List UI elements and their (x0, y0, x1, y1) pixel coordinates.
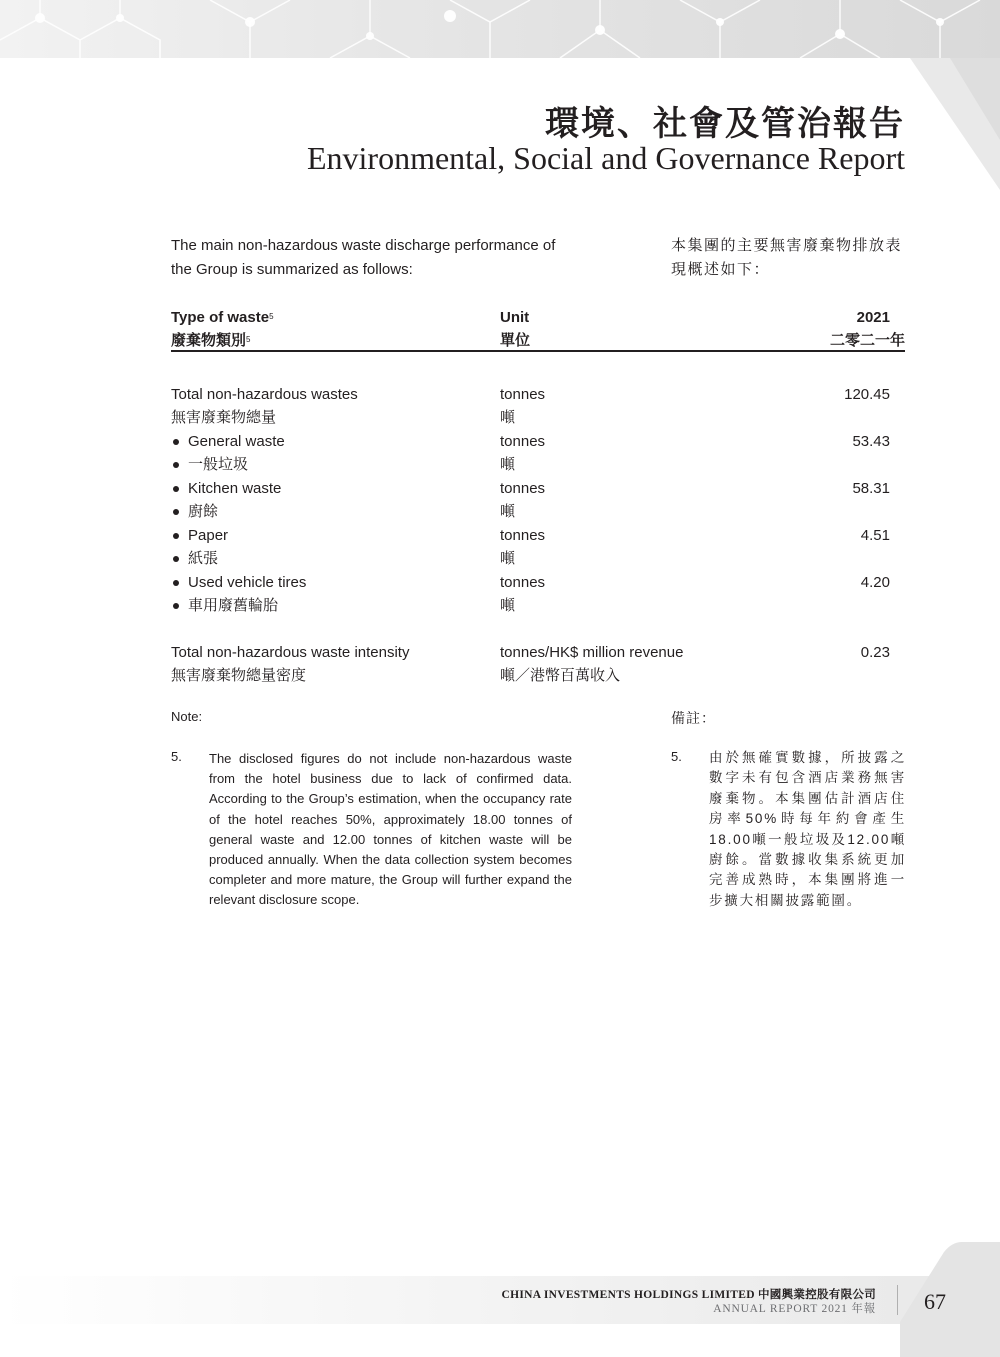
row-unit-zh: 噸 (500, 456, 516, 473)
table-row (171, 641, 905, 688)
row-name-en: General waste (171, 430, 285, 453)
row-name-zh: 紙張 (171, 547, 228, 570)
footnote-text-english: The disclosed figures do not include non-hazardous waste from the hotel business due to lack of confirmed data. According to the Group’s estimation, when the occupancy rate of the hotel reaches 50%, approximately 18.00 tonnes of general waste and 12.00 tonnes of kitchen waste will be produced annually. When the data collection system becomes completer and more mature, the Group will further expand the relevant disclosure scope. (209, 751, 572, 908)
row-unit-en: tonnes (500, 480, 546, 497)
page-number: 67 (924, 1289, 946, 1314)
footer-divider (897, 1285, 898, 1315)
row-name (171, 641, 409, 687)
row-unit-zh: 噸 (500, 597, 516, 614)
header-unit-en: Unit (500, 309, 530, 326)
row-unit (500, 641, 683, 687)
row-name-en: Kitchen waste (171, 477, 281, 500)
row-unit-zh: 噸／港幣百萬收入 (500, 667, 621, 684)
row-name-zh: 車用廢舊輪胎 (171, 594, 306, 617)
header-year-zh: 二零二一年 (829, 332, 905, 349)
row-unit-en: tonnes (500, 386, 546, 403)
footer-report-label: ANNUAL REPORT 2021 年報 (713, 1303, 876, 1315)
row-unit-zh: 噸 (500, 409, 516, 426)
row-value: 4.20 (860, 574, 890, 591)
row-name-en: Paper (171, 524, 228, 547)
footnote-number-chinese: 5. (671, 749, 682, 764)
header-type-en: Type of waste (171, 309, 270, 326)
footnote-ref: 5 (269, 312, 274, 321)
intro-zh-line2: 現概述如下： (671, 261, 771, 278)
row-unit (500, 524, 545, 570)
row-name-en: Total non-hazardous wastes (171, 386, 358, 403)
row-name-en: Total non-hazardous waste intensity (171, 644, 410, 661)
row-name (171, 430, 285, 476)
row-name (171, 524, 228, 570)
row-name (171, 383, 358, 429)
intro-en-line2: the Group is summarized as follows: (171, 261, 413, 278)
row-value: 58.31 (852, 480, 890, 497)
corner-decoration-top (910, 0, 1000, 190)
row-unit-en: tonnes (500, 527, 546, 544)
row-unit-zh: 噸 (500, 503, 516, 520)
row-unit-en: tonnes (500, 433, 546, 450)
table-header (171, 306, 905, 352)
row-unit (500, 571, 545, 617)
report-title-english: Environmental, Social and Governance Report (306, 140, 905, 176)
waste-table (171, 306, 905, 688)
table-row (171, 430, 905, 477)
header-unit-zh: 單位 (500, 332, 531, 349)
row-value: 0.23 (860, 644, 890, 661)
hexagon-pattern (0, 0, 1000, 58)
row-name (171, 477, 281, 523)
footnote-number-english: 5. (171, 749, 182, 764)
header-unit (500, 306, 530, 352)
table-row (171, 524, 905, 571)
row-unit-zh: 噸 (500, 550, 516, 567)
row-unit-en: tonnes/HK$ million revenue (500, 644, 684, 661)
footer-company-name: CHINA INVESTMENTS HOLDINGS LIMITED 中國興業控股有限公司 (501, 1289, 876, 1301)
header-banner (0, 0, 1000, 58)
intro-paragraph-english (171, 234, 591, 282)
row-unit (500, 477, 545, 523)
row-name-en: Used vehicle tires (171, 571, 306, 594)
row-unit (500, 430, 545, 476)
row-name-zh: 一般垃圾 (171, 453, 285, 476)
intro-zh-line1: 本集團的主要無害廢棄物排放表 (671, 237, 903, 254)
report-title-chinese: 環境、社會及管治報告 (545, 104, 905, 144)
note-label-english: Note: (171, 709, 203, 724)
footnote-text-chinese: 由於無確實數據，所披露之數字未有包含酒店業務無害廢棄物。本集團估計酒店住房率50%時每年約會產生18.00噸一般垃圾及12.00噸廚餘。當數據收集系統更加完善成熟時，本集團將進一步擴大相關披露範圍。 (709, 750, 906, 908)
row-unit-en: tonnes (500, 574, 546, 591)
row-name-zh: 無害廢棄物總量密度 (171, 667, 307, 684)
header-type-zh: 廢棄物類別 (171, 332, 247, 349)
table-row (171, 477, 905, 524)
header-year-en: 2021 (856, 309, 890, 326)
corner-decoration-bottom (900, 1242, 1000, 1357)
table-row (171, 383, 905, 430)
row-value: 53.43 (852, 433, 890, 450)
header-type-of-waste (171, 306, 274, 352)
row-name (171, 571, 306, 617)
row-unit (500, 383, 545, 429)
intro-paragraph-chinese (671, 234, 911, 282)
footnote-ref: 5 (246, 335, 251, 344)
intro-en-line1: The main non-hazardous waste discharge performance of (171, 237, 556, 254)
row-value: 4.51 (860, 527, 890, 544)
table-row (171, 571, 905, 618)
row-value: 120.45 (844, 386, 890, 403)
row-name-zh: 廚餘 (171, 500, 281, 523)
row-name-zh: 無害廢棄物總量 (171, 409, 277, 426)
header-year (829, 306, 905, 352)
note-label-chinese: 備註： (671, 710, 716, 726)
